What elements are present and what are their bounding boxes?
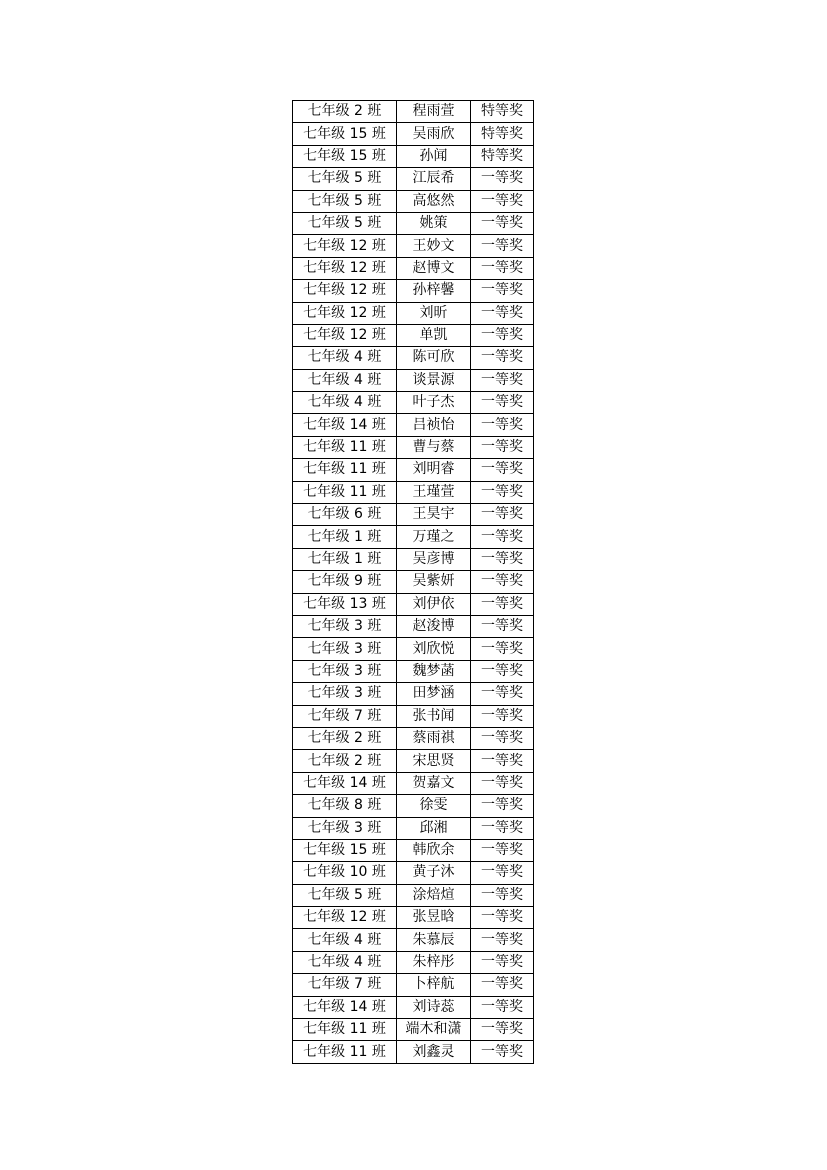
table-row bbox=[293, 862, 534, 884]
name-cell: 刘明睿 bbox=[397, 459, 471, 481]
award-cell: 一等奖 bbox=[471, 280, 534, 302]
table-row bbox=[293, 369, 534, 391]
class-cell: 七年级 3 班 bbox=[293, 683, 397, 705]
table-row bbox=[293, 347, 534, 369]
class-cell: 七年级 4 班 bbox=[293, 347, 397, 369]
name-cell: 高悠然 bbox=[397, 190, 471, 212]
table-row bbox=[293, 884, 534, 906]
table-row bbox=[293, 615, 534, 637]
award-cell: 一等奖 bbox=[471, 817, 534, 839]
class-cell: 七年级 15 班 bbox=[293, 839, 397, 861]
name-cell: 端木和潇 bbox=[397, 1019, 471, 1041]
table-row bbox=[293, 123, 534, 145]
name-cell: 吕祯怡 bbox=[397, 414, 471, 436]
name-cell: 刘诗蕊 bbox=[397, 996, 471, 1018]
table-row bbox=[293, 750, 534, 772]
award-cell: 一等奖 bbox=[471, 615, 534, 637]
table-row bbox=[293, 436, 534, 458]
table-row bbox=[293, 280, 534, 302]
table-row bbox=[293, 951, 534, 973]
name-cell: 程雨萱 bbox=[397, 101, 471, 123]
name-cell: 刘昕 bbox=[397, 302, 471, 324]
award-cell: 一等奖 bbox=[471, 436, 534, 458]
class-cell: 七年级 10 班 bbox=[293, 862, 397, 884]
class-cell: 七年级 12 班 bbox=[293, 235, 397, 257]
award-cell: 一等奖 bbox=[471, 302, 534, 324]
name-cell: 朱梓彤 bbox=[397, 951, 471, 973]
table-row bbox=[293, 1041, 534, 1063]
award-cell: 一等奖 bbox=[471, 951, 534, 973]
award-cell: 一等奖 bbox=[471, 705, 534, 727]
class-cell: 七年级 4 班 bbox=[293, 392, 397, 414]
name-cell: 王昊宇 bbox=[397, 504, 471, 526]
table-row bbox=[293, 190, 534, 212]
award-cell: 一等奖 bbox=[471, 392, 534, 414]
name-cell: 蔡雨祺 bbox=[397, 727, 471, 749]
award-cell: 一等奖 bbox=[471, 593, 534, 615]
table-row bbox=[293, 101, 534, 123]
name-cell: 陈可欣 bbox=[397, 347, 471, 369]
table-row bbox=[293, 414, 534, 436]
name-cell: 刘鑫灵 bbox=[397, 1041, 471, 1063]
award-cell: 一等奖 bbox=[471, 414, 534, 436]
class-cell: 七年级 3 班 bbox=[293, 660, 397, 682]
name-cell: 谈景源 bbox=[397, 369, 471, 391]
award-cell: 一等奖 bbox=[471, 660, 534, 682]
class-cell: 七年级 3 班 bbox=[293, 817, 397, 839]
table-row bbox=[293, 324, 534, 346]
award-cell: 特等奖 bbox=[471, 101, 534, 123]
name-cell: 张昱晗 bbox=[397, 907, 471, 929]
award-cell: 一等奖 bbox=[471, 504, 534, 526]
table-row bbox=[293, 212, 534, 234]
name-cell: 宋思贤 bbox=[397, 750, 471, 772]
class-cell: 七年级 7 班 bbox=[293, 974, 397, 996]
table-row bbox=[293, 974, 534, 996]
name-cell: 赵浚博 bbox=[397, 615, 471, 637]
class-cell: 七年级 11 班 bbox=[293, 459, 397, 481]
class-cell: 七年级 14 班 bbox=[293, 772, 397, 794]
class-cell: 七年级 11 班 bbox=[293, 481, 397, 503]
name-cell: 吴雨欣 bbox=[397, 123, 471, 145]
award-cell: 一等奖 bbox=[471, 929, 534, 951]
award-cell: 一等奖 bbox=[471, 727, 534, 749]
award-cell: 一等奖 bbox=[471, 750, 534, 772]
award-cell: 一等奖 bbox=[471, 257, 534, 279]
name-cell: 单凯 bbox=[397, 324, 471, 346]
award-cell: 一等奖 bbox=[471, 884, 534, 906]
table-row bbox=[293, 571, 534, 593]
name-cell: 徐雯 bbox=[397, 795, 471, 817]
award-table bbox=[292, 100, 534, 1064]
award-cell: 一等奖 bbox=[471, 347, 534, 369]
award-cell: 一等奖 bbox=[471, 481, 534, 503]
award-cell: 一等奖 bbox=[471, 212, 534, 234]
award-cell: 特等奖 bbox=[471, 123, 534, 145]
class-cell: 七年级 13 班 bbox=[293, 593, 397, 615]
name-cell: 王妙文 bbox=[397, 235, 471, 257]
award-cell: 一等奖 bbox=[471, 795, 534, 817]
class-cell: 七年级 7 班 bbox=[293, 705, 397, 727]
name-cell: 曹与蔡 bbox=[397, 436, 471, 458]
class-cell: 七年级 12 班 bbox=[293, 302, 397, 324]
table-row bbox=[293, 727, 534, 749]
name-cell: 魏梦菡 bbox=[397, 660, 471, 682]
award-cell: 一等奖 bbox=[471, 974, 534, 996]
table-row bbox=[293, 481, 534, 503]
award-cell: 一等奖 bbox=[471, 235, 534, 257]
award-cell: 一等奖 bbox=[471, 996, 534, 1018]
name-cell: 王瑾萱 bbox=[397, 481, 471, 503]
class-cell: 七年级 8 班 bbox=[293, 795, 397, 817]
class-cell: 七年级 12 班 bbox=[293, 324, 397, 346]
table-row bbox=[293, 548, 534, 570]
award-cell: 一等奖 bbox=[471, 526, 534, 548]
table-row bbox=[293, 526, 534, 548]
name-cell: 万瑾之 bbox=[397, 526, 471, 548]
name-cell: 卜梓航 bbox=[397, 974, 471, 996]
class-cell: 七年级 12 班 bbox=[293, 907, 397, 929]
award-cell: 一等奖 bbox=[471, 772, 534, 794]
class-cell: 七年级 4 班 bbox=[293, 951, 397, 973]
award-cell: 一等奖 bbox=[471, 548, 534, 570]
award-cell: 一等奖 bbox=[471, 683, 534, 705]
class-cell: 七年级 4 班 bbox=[293, 369, 397, 391]
name-cell: 刘伊依 bbox=[397, 593, 471, 615]
award-cell: 一等奖 bbox=[471, 168, 534, 190]
award-cell: 一等奖 bbox=[471, 459, 534, 481]
class-cell: 七年级 12 班 bbox=[293, 280, 397, 302]
class-cell: 七年级 14 班 bbox=[293, 996, 397, 1018]
award-cell: 一等奖 bbox=[471, 638, 534, 660]
class-cell: 七年级 11 班 bbox=[293, 1041, 397, 1063]
table-row bbox=[293, 795, 534, 817]
name-cell: 田梦涵 bbox=[397, 683, 471, 705]
name-cell: 江辰希 bbox=[397, 168, 471, 190]
table-row bbox=[293, 459, 534, 481]
table-row bbox=[293, 660, 534, 682]
award-cell: 一等奖 bbox=[471, 1041, 534, 1063]
class-cell: 七年级 3 班 bbox=[293, 638, 397, 660]
name-cell: 朱慕辰 bbox=[397, 929, 471, 951]
table-row bbox=[293, 772, 534, 794]
table-row bbox=[293, 145, 534, 167]
table-row bbox=[293, 392, 534, 414]
table-row bbox=[293, 302, 534, 324]
name-cell: 韩欣余 bbox=[397, 839, 471, 861]
class-cell: 七年级 2 班 bbox=[293, 727, 397, 749]
class-cell: 七年级 2 班 bbox=[293, 101, 397, 123]
award-cell: 一等奖 bbox=[471, 190, 534, 212]
table-row bbox=[293, 504, 534, 526]
table-row bbox=[293, 996, 534, 1018]
class-cell: 七年级 4 班 bbox=[293, 929, 397, 951]
name-cell: 刘欣悦 bbox=[397, 638, 471, 660]
table-row bbox=[293, 638, 534, 660]
class-cell: 七年级 1 班 bbox=[293, 548, 397, 570]
name-cell: 姚策 bbox=[397, 212, 471, 234]
award-cell: 特等奖 bbox=[471, 145, 534, 167]
table-row bbox=[293, 929, 534, 951]
class-cell: 七年级 12 班 bbox=[293, 257, 397, 279]
table-row bbox=[293, 593, 534, 615]
award-cell: 一等奖 bbox=[471, 907, 534, 929]
class-cell: 七年级 14 班 bbox=[293, 414, 397, 436]
class-cell: 七年级 9 班 bbox=[293, 571, 397, 593]
class-cell: 七年级 1 班 bbox=[293, 526, 397, 548]
table-row bbox=[293, 1019, 534, 1041]
table-row bbox=[293, 907, 534, 929]
award-cell: 一等奖 bbox=[471, 324, 534, 346]
class-cell: 七年级 6 班 bbox=[293, 504, 397, 526]
class-cell: 七年级 11 班 bbox=[293, 1019, 397, 1041]
name-cell: 黄子沐 bbox=[397, 862, 471, 884]
class-cell: 七年级 15 班 bbox=[293, 123, 397, 145]
class-cell: 七年级 5 班 bbox=[293, 168, 397, 190]
table-row bbox=[293, 705, 534, 727]
name-cell: 孙闻 bbox=[397, 145, 471, 167]
class-cell: 七年级 3 班 bbox=[293, 615, 397, 637]
award-cell: 一等奖 bbox=[471, 571, 534, 593]
name-cell: 吴紫妍 bbox=[397, 571, 471, 593]
class-cell: 七年级 2 班 bbox=[293, 750, 397, 772]
name-cell: 邱湘 bbox=[397, 817, 471, 839]
table-row bbox=[293, 817, 534, 839]
table-row bbox=[293, 168, 534, 190]
name-cell: 张书闻 bbox=[397, 705, 471, 727]
table-row bbox=[293, 235, 534, 257]
award-table-body bbox=[293, 101, 534, 1064]
name-cell: 涂焙煊 bbox=[397, 884, 471, 906]
name-cell: 叶子杰 bbox=[397, 392, 471, 414]
name-cell: 赵博文 bbox=[397, 257, 471, 279]
class-cell: 七年级 15 班 bbox=[293, 145, 397, 167]
table-row bbox=[293, 839, 534, 861]
award-cell: 一等奖 bbox=[471, 862, 534, 884]
award-cell: 一等奖 bbox=[471, 369, 534, 391]
name-cell: 贺嘉文 bbox=[397, 772, 471, 794]
class-cell: 七年级 5 班 bbox=[293, 190, 397, 212]
name-cell: 吴彦博 bbox=[397, 548, 471, 570]
class-cell: 七年级 11 班 bbox=[293, 436, 397, 458]
table-row bbox=[293, 257, 534, 279]
award-cell: 一等奖 bbox=[471, 839, 534, 861]
award-cell: 一等奖 bbox=[471, 1019, 534, 1041]
class-cell: 七年级 5 班 bbox=[293, 884, 397, 906]
table-row bbox=[293, 683, 534, 705]
class-cell: 七年级 5 班 bbox=[293, 212, 397, 234]
name-cell: 孙梓馨 bbox=[397, 280, 471, 302]
